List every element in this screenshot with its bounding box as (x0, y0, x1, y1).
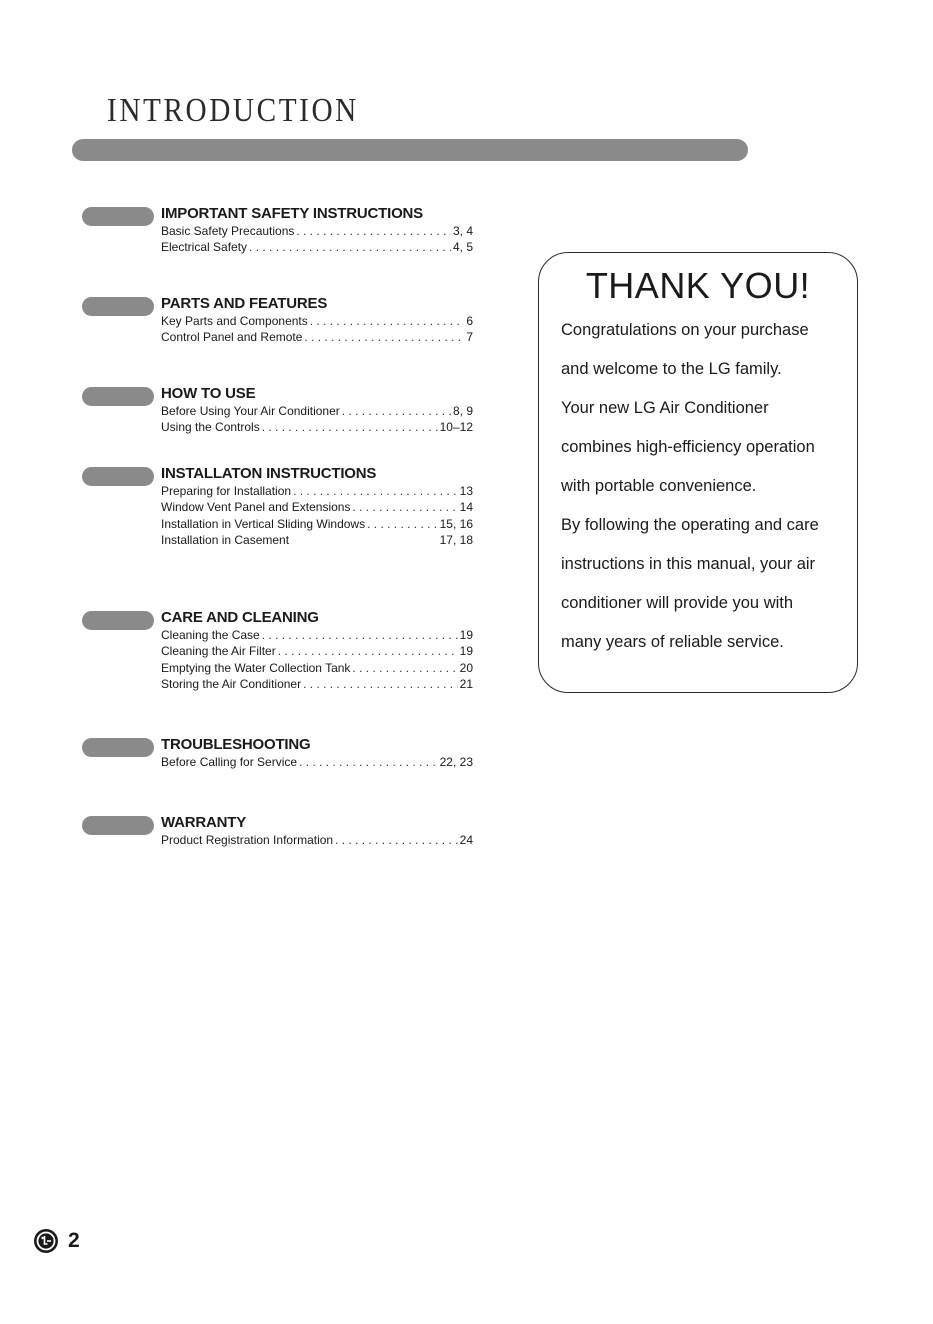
thank-you-box (538, 252, 858, 693)
thank-you-line: conditioner will provide you with (561, 594, 794, 612)
toc-entry-label: Preparing for Installation (161, 484, 292, 498)
toc-entry-page: 21 (459, 676, 473, 691)
page-number: 2 (68, 1229, 80, 1252)
toc-entry-label: Window Vent Panel and Extensions (161, 500, 351, 515)
toc-entry (161, 240, 473, 256)
toc-entry-page: 8, 9 (452, 404, 473, 418)
toc-entry-page: 3, 4 (452, 224, 473, 238)
toc-entry (161, 314, 473, 330)
toc-entry (161, 484, 473, 500)
thank-you-line: with portable convenience. (561, 477, 757, 495)
section-title: TROUBLESHOOTING (161, 736, 311, 753)
thank-you-line: instructions in this manual, your air (561, 555, 816, 573)
toc-entry-label: Control Panel and Remote (161, 330, 303, 345)
toc-entry-page: 15, 16 (439, 516, 473, 531)
toc-entry-label: Before Calling for Service (161, 755, 298, 769)
section-marker (82, 297, 154, 316)
toc-entry (161, 330, 473, 346)
toc-entry (161, 500, 473, 516)
section-marker (82, 816, 154, 835)
toc-entry-page: 6 (466, 314, 473, 328)
thank-you-line: many years of reliable service. (561, 633, 784, 651)
toc-entry-label: Emptying the Water Collection Tank (161, 660, 351, 675)
section-title: HOW TO USE (161, 385, 256, 402)
section-marker (82, 467, 154, 486)
thank-you-line: Your new LG Air Conditioner (561, 399, 769, 417)
thank-you-title: THANK YOU! (585, 265, 811, 306)
toc-entry-label: Key Parts and Components (161, 314, 308, 328)
toc-entry-page: 20 (459, 660, 473, 675)
toc-entry (161, 833, 473, 849)
toc-entry (161, 677, 473, 693)
thank-you-line: By following the operating and care (561, 516, 819, 534)
lg-logo-icon (34, 1229, 58, 1253)
toc-entry-page: 19 (459, 644, 473, 659)
toc-entry-label: Electrical Safety (161, 240, 248, 255)
toc-entry (161, 404, 473, 420)
section-title: CARE AND CLEANING (161, 609, 319, 626)
section-marker (82, 387, 154, 406)
section-marker (82, 738, 154, 757)
toc-entry (161, 661, 473, 677)
toc-entry (161, 755, 473, 771)
toc-entry (161, 644, 473, 660)
toc-entry (161, 517, 473, 533)
section-title: INSTALLATON INSTRUCTIONS (161, 465, 377, 482)
toc-entry-page: 7 (466, 330, 473, 345)
toc-entry-label: Cleaning the Air Filter (161, 644, 276, 659)
toc-entry-page: 24 (459, 833, 473, 847)
toc-entry-page: 22, 23 (439, 755, 473, 769)
toc-entry-page: 4, 5 (452, 240, 473, 255)
toc-entry-page: 13 (459, 484, 473, 498)
toc-entry-label: Using the Controls (161, 420, 260, 435)
section-title: IMPORTANT SAFETY INSTRUCTIONS (161, 205, 423, 222)
toc-entry (161, 628, 473, 644)
toc-entry (161, 224, 473, 240)
toc-entry-page: 14 (459, 500, 473, 515)
page-title: INTRODUCTION (107, 92, 359, 129)
toc-entry-label: Cleaning the Case (161, 628, 260, 642)
toc-entry-page: 19 (459, 628, 473, 642)
thank-you-line: Congratulations on your purchase (561, 321, 809, 339)
title-divider-bar (72, 139, 748, 161)
toc-entry-label: Before Using Your Air Conditioner (161, 404, 340, 418)
toc-entry-label: Product Registration Information (161, 833, 334, 847)
section-marker (82, 611, 154, 630)
toc-entry-page: 10–12 (439, 420, 473, 435)
toc-entry-label: Storing the Air Conditioner (161, 676, 302, 691)
thank-you-line: and welcome to the LG family. (561, 360, 782, 378)
toc-entry (161, 533, 473, 549)
toc-entry-label: Installation in Vertical Sliding Windows (161, 516, 366, 531)
toc-entry (161, 420, 473, 436)
section-marker (82, 207, 154, 226)
section-title: PARTS AND FEATURES (161, 295, 328, 312)
toc-entry-label: Installation in Casement (161, 532, 290, 547)
thank-you-line: combines high-efficiency operation (561, 438, 815, 456)
toc-entry-label: Basic Safety Precautions (161, 224, 295, 238)
toc-entry-page: 17, 18 (439, 532, 473, 547)
section-title: WARRANTY (161, 814, 247, 831)
page-footer (34, 1229, 80, 1253)
